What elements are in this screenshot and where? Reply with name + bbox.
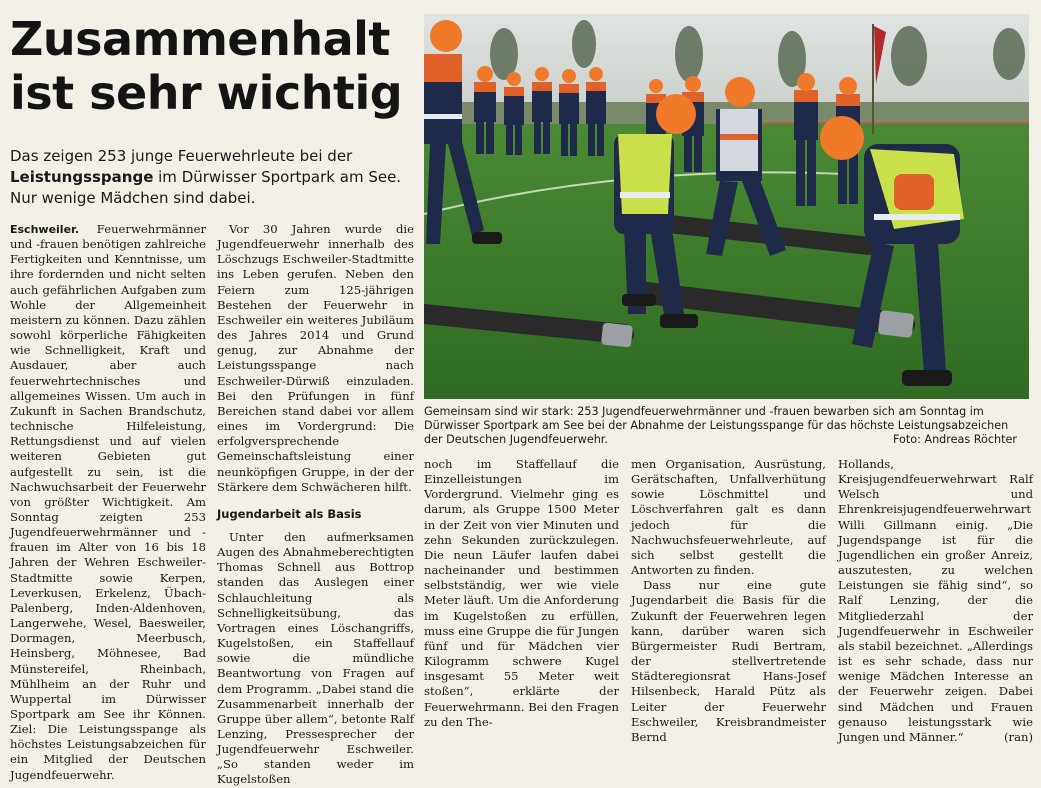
subhead-part-1: Das zeigen 253 junge Feuerwehrleute bei der — [10, 147, 353, 165]
caption-text: Gemeinsam sind wir stark: 253 Jugendfeuerwehrmänner und -frauen bewarben sich am Sonntag im Dürwisser Sportpark am See bei der Abnahme der Leistungsspange für das höchste Leistungsabzeichen der Deutschen Jugendfeuerwehr. — [424, 405, 1009, 446]
headline-line-2: ist sehr wichtig — [10, 66, 403, 120]
subheading: Jugendarbeit als Basis — [217, 506, 362, 521]
article-column-5 — [838, 457, 1033, 745]
headline — [10, 12, 420, 120]
subhead-bold: Leistungsspange — [10, 168, 154, 186]
paragraph: Dass nur eine gute Jugendarbeit die Basis für die Zukunft der Feuerwehren legen kann, darüber waren sich Bürgermeister Rudi Bertram, der stellvertretende Städteregionsrat Hans-Josef Hilsenbeck, Harald Pütz als Leiter der Feuerwehr Eschweiler, Kreisbrandmeister Bernd — [631, 578, 826, 744]
article-column-1 — [10, 222, 206, 783]
article-column-3 — [424, 457, 619, 730]
dateline: Eschweiler. — [10, 223, 80, 236]
paragraph: men Organisation, Ausrüstung, Gerätschaften, Unfallverhütung sowie Löschmittel und Löschverfahren galt es dann jedoch für die Nachwuchsfeuerwehrleute, auf sich selbst gestellt die Antworten zu finden. — [631, 457, 826, 578]
photo-credit: Foto: Andreas Röchter — [893, 433, 1017, 446]
article-column-2 — [217, 222, 414, 788]
subheadline — [10, 146, 422, 209]
paragraph: noch im Staffellauf die Einzelleistungen im Vordergrund. Vielmehr ging es darum, als Gruppe 1500 Meter in der Zeit von vier Minuten und zehn Sekunden zurückzulegen. Die neun Läufer laufen dabei nacheinander und bestimmen selbstständig, wer wie viele Meter läuft. Um die Anforderung im Kugelstoßen zu erfüllen, muss eine Gruppe die für Jungen fünf und für Mädchen vier Kilogramm schwere Kugel insgesamt 55 Meter weit stoßen“, erklärte der Feuerwehrmann. Bei den Fragen zu den The- — [424, 457, 619, 729]
paragraph — [838, 457, 1033, 745]
photo-caption — [424, 405, 1029, 447]
subhead-part-2: im Dürwisser Sportpark am See. Nur wenige Mädchen sind dabei. — [10, 168, 402, 207]
paragraph-text: Hollands, Kreisjugendfeuerwehrwart Ralf Welsch und Ehrenkreisjugendfeuerwehrwart Willi Gillmann einig. „Die Jugendspange ist für die Jugendlichen ein großer Anreiz, auszutesten, zu welchen Leistungen sie fähig sind“, so Ralf Lenzing, der die Mitgliederzahl der Jugendfeuerwehr in Eschweiler als stabil bezeichnet. „Allerdings ist es sehr schade, dass nur wenige Mädchen Interesse an der Feuerwehr zeigen. Dabei sind Mädchen und Frauen genauso leistungsstark wie Jungen und Männer.“ — [838, 457, 1033, 744]
paragraph: Unter den aufmerksamen Augen des Abnahmeberechtigten Thomas Schnell aus Bottrop standen das Auslegen einer Schlauchleitung als Schnelligkeitsübung, das Vortragen eines Löschangriffs, Kugelstoßen, ein Staffellauf sowie die mündliche Beantwortung von Fragen auf dem Programm. „Dabei stand die Zusammenarbeit innerhalb der Gruppe über allem“, betonte Ralf Lenzing, Pressesprecher der Jugendfeuerwehr Eschweiler. „So standen weder im Kugelstoßen — [217, 529, 414, 787]
paragraph: Vor 30 Jahren wurde die Jugendfeuerwehr innerhalb des Löschzugs Eschweiler-Stadtmitte ins Leben gerufen. Neben den Feiern zum 125-jährigen Bestehen der Feuerwehr in Eschweiler ein weiteres Jubiläum des Jahres 2014 und Grund genug, zur Abnahme der Leistungsspange nach Eschweiler-Dürwiß einzuladen. Bei den Prüfungen in fünf Bereichen stand dabei vor allem eines im Vordergrund: Die erfolgversprechende Gemeinschaftsleistung einer neunköpfigen Gruppe, in der der Stärkere dem Schwächeren hilft. — [217, 222, 414, 494]
firefighters-photo — [424, 14, 1029, 399]
paragraph-text: Feuerwehrmänner und -frauen benötigen zahlreiche Fertigkeiten und Kenntnisse, um ihre fordernden und nicht selten auch gefährlichen Aufgaben zum Wohle der Allgemeinheit meistern zu können. Dazu zählen sowohl körperliche Fähigkeiten wie Schnelligkeit, Kraft und Ausdauer, aber auch feuerwehrtechnisches und allgemeines Wissen. Um auch in Zukunft in Sachen Brandschutz, technische Hilfeleistung, Rettungsdienst und auf vielen weiteren Gebieten gut aufgestellt zu sein, ist die Nachwuchsarbeit der Feuerwehr von größter Wichtigkeit. Am Sonntag zeigten 253 Jugendfeuerwehrmänner und -frauen im Alter von 16 bis 18 Jahren der Wehren Eschweiler-Stadtmitte sowie Kerpen, Leverkusen, Erkelenz, Übach-Palenberg, Inden-Aldenhoven, Langerwehe, Wesel, Baesweiler, Dormagen, Meerbusch, Heinsberg, Möhnesee, Bad Münstereifel, Rheinbach, Mühlheim an der Ruhr und Wuppertal im Dürwisser Sportpark am See ihr Können. Ziel: Die Leistungsspange als höchstes Leistungsabzeichen für ein Mitglied der Deutschen Jugendfeuerwehr. — [10, 222, 206, 782]
author-signature: (ran) — [1004, 729, 1033, 744]
article-photo — [424, 14, 1029, 399]
paragraph — [10, 222, 206, 783]
article-column-4 — [631, 457, 826, 745]
headline-line-1: Zusammenhalt — [10, 12, 390, 66]
